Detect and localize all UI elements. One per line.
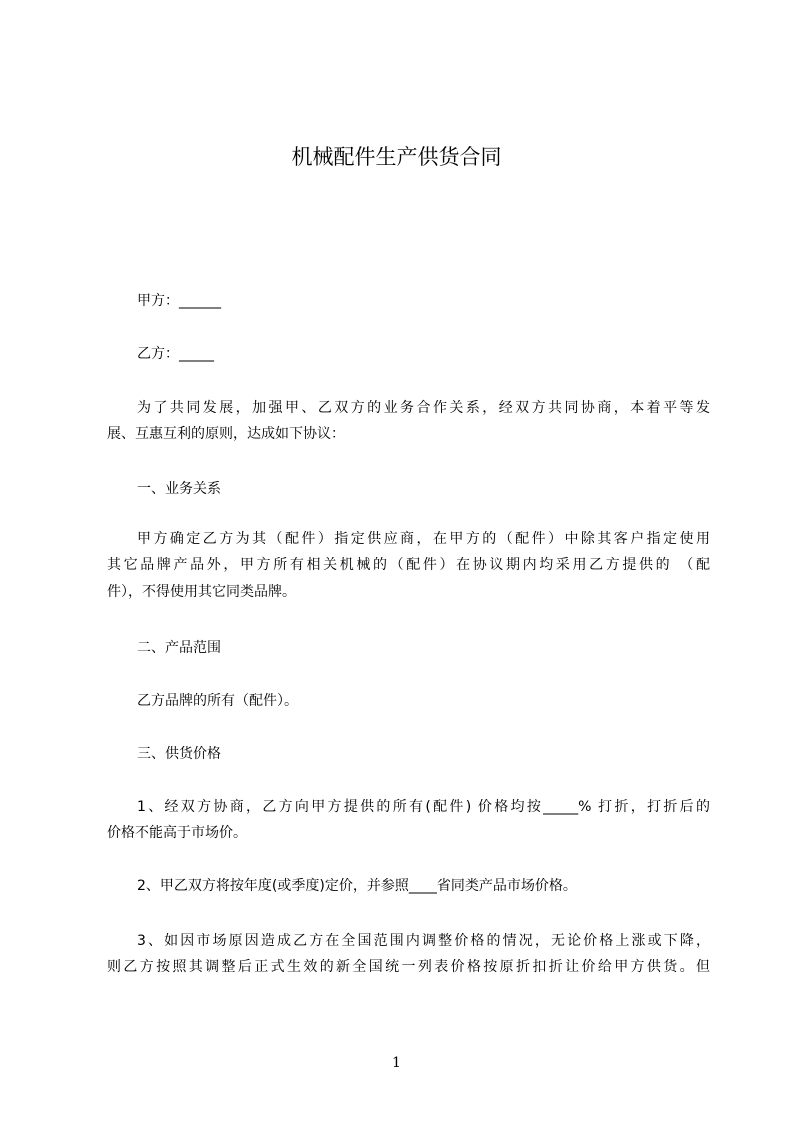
intro-line: 为了共同发展，加强甲、乙双方的业务合作关系，经双方共同协商，本着平等发 [137,400,710,416]
party-b: 乙方：_____ [137,346,214,362]
paragraph-line: 2、甲乙双方将按年度(或季度)定价，并参照____省同类产品市场价格。 [137,878,577,894]
paragraph-line: 1、经双方协商，乙方向甲方提供的所有(配件) 价格均按_____% 打折，打折后的 [137,799,710,815]
paragraph-line: 甲方确定乙方为其（配件）指定供应商，在甲方的（配件）中除其客户指定使用 [137,531,710,547]
paragraph-line: 价格不能高于市场价。 [107,825,247,841]
section-heading: 二、产品范围 [137,640,221,656]
paragraph-line: 其它品牌产品外，甲方所有相关机械的（配件）在协议期内均采用乙方提供的 （配 [107,557,710,573]
paragraph-line: 乙方品牌的所有（配件）。 [137,693,298,709]
document-title: 机械配件生产供货合同 [291,145,502,169]
page-number: 1 [392,1055,401,1071]
paragraph-line: 则乙方按照其调整后正式生效的新全国统一列表价格按原折扣折让价给甲方供货。但 [107,959,710,975]
party-a: 甲方：______ [137,293,221,309]
section-heading: 三、供货价格 [137,746,221,762]
paragraph-line: 件），不得使用其它同类品牌。 [107,584,296,600]
section-heading: 一、业务关系 [137,481,221,497]
paragraph-line: 3、如因市场原因造成乙方在全国范围内调整价格的情况，无论价格上涨或下降， [137,933,710,949]
intro-line: 展、互惠互利的原则，达成如下协议： [107,426,345,442]
